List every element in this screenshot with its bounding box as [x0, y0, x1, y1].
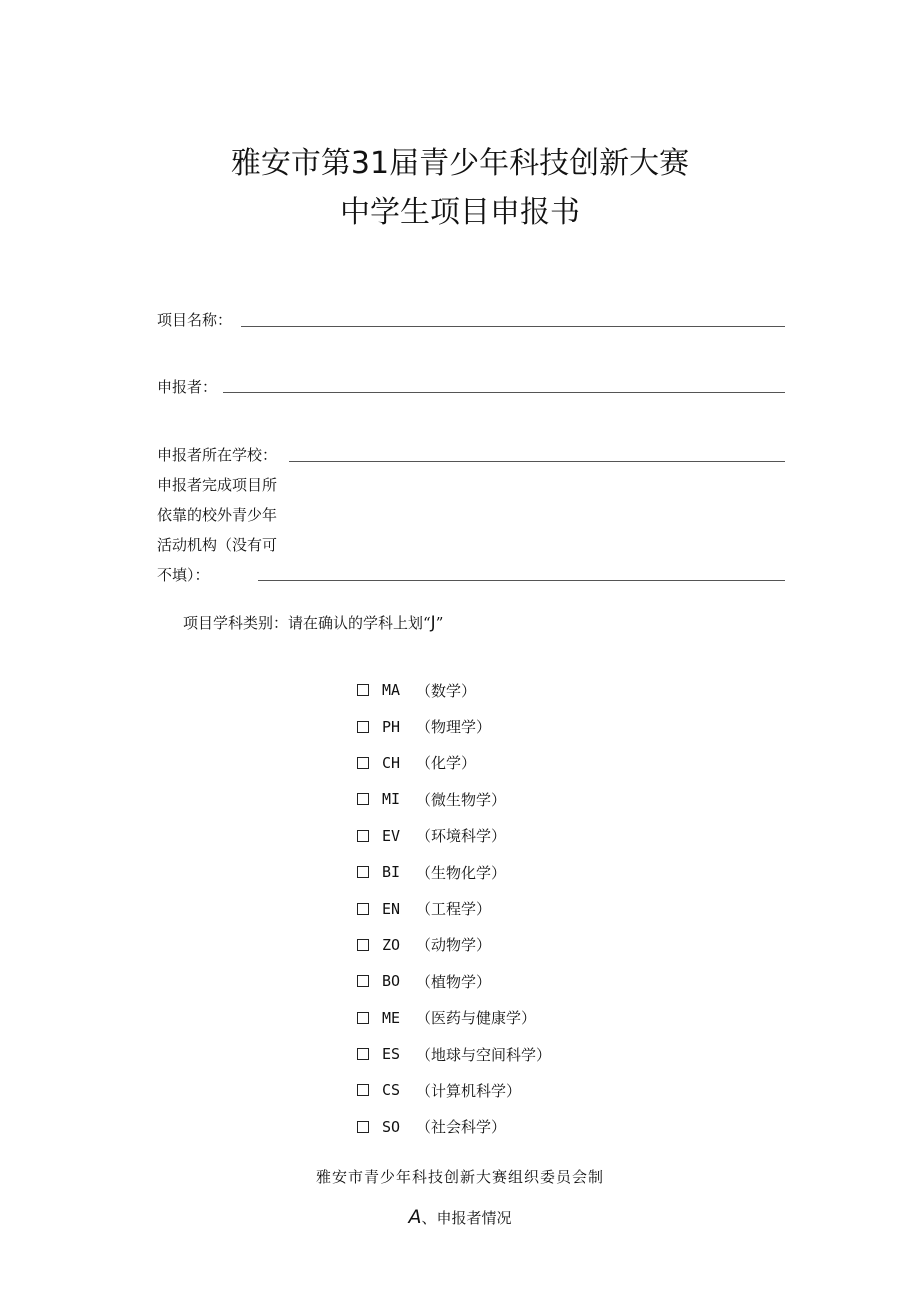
checkbox-icon[interactable]	[357, 903, 369, 915]
institution-line[interactable]	[258, 580, 785, 581]
checkbox-icon[interactable]	[357, 1048, 369, 1060]
discipline-item-so[interactable]	[357, 1109, 551, 1145]
discipline-name: （地球与空间科学）	[416, 1045, 552, 1064]
discipline-list	[357, 672, 551, 1145]
discipline-item-ph[interactable]	[357, 708, 551, 744]
discipline-name: （植物学）	[416, 972, 492, 991]
checkbox-icon[interactable]	[357, 757, 369, 769]
discipline-name: （工程学）	[416, 900, 492, 919]
checkbox-icon[interactable]	[357, 793, 369, 805]
discipline-code: MA	[382, 681, 401, 700]
discipline-item-zo[interactable]	[357, 927, 551, 963]
discipline-code: PH	[382, 717, 401, 736]
discipline-heading-text: 项目学科类别：请在确认的学科上划“	[183, 614, 431, 632]
discipline-item-ch[interactable]	[357, 745, 551, 781]
discipline-item-es[interactable]	[357, 1036, 551, 1072]
document-subtitle: 中学生项目申报书	[340, 195, 580, 230]
discipline-item-mi[interactable]	[357, 781, 551, 817]
checkbox-icon[interactable]	[357, 721, 369, 733]
discipline-name: （医药与健康学）	[416, 1009, 537, 1028]
discipline-code: CS	[382, 1081, 401, 1100]
institution-label-line1: 申报者完成项目所	[157, 476, 278, 494]
document-title: 雅安市第31届青少年科技创新大赛	[230, 146, 690, 181]
discipline-code: ZO	[382, 935, 401, 954]
discipline-name: （社会科学）	[416, 1118, 507, 1137]
discipline-name: （数学）	[416, 681, 477, 700]
institution-label-line4: 不填）：	[157, 566, 210, 584]
checkbox-icon[interactable]	[357, 1121, 369, 1133]
discipline-item-cs[interactable]	[357, 1072, 551, 1108]
section-heading	[0, 1206, 920, 1228]
applicant-label: 申报者：	[157, 378, 218, 396]
check-mark-symbol: J	[430, 613, 436, 633]
discipline-name: （化学）	[416, 754, 477, 773]
discipline-code: BO	[382, 972, 401, 991]
discipline-name: （动物学）	[416, 936, 492, 955]
school-line[interactable]	[289, 461, 785, 462]
checkbox-icon[interactable]	[357, 830, 369, 842]
discipline-item-en[interactable]	[357, 890, 551, 926]
discipline-name: （微生物学）	[416, 790, 507, 809]
checkbox-icon[interactable]	[357, 684, 369, 696]
institution-label-line3: 活动机构（没有可	[157, 536, 278, 554]
discipline-item-bi[interactable]	[357, 854, 551, 890]
section-letter: A	[408, 1206, 422, 1228]
discipline-name: （计算机科学）	[416, 1081, 522, 1100]
discipline-heading-close: ”	[435, 614, 444, 632]
checkbox-icon[interactable]	[357, 1012, 369, 1024]
discipline-code: CH	[382, 753, 401, 772]
project-name-line[interactable]	[241, 326, 785, 327]
discipline-name: （生物化学）	[416, 863, 507, 882]
discipline-code: EN	[382, 899, 401, 918]
discipline-item-ev[interactable]	[357, 818, 551, 854]
discipline-item-bo[interactable]	[357, 963, 551, 999]
discipline-name: （物理学）	[416, 718, 492, 737]
project-name-label: 项目名称：	[157, 311, 233, 329]
discipline-code: MI	[382, 790, 401, 809]
discipline-code: ME	[382, 1008, 401, 1027]
checkbox-icon[interactable]	[357, 939, 369, 951]
discipline-code: SO	[382, 1117, 401, 1136]
checkbox-icon[interactable]	[357, 975, 369, 987]
section-title: 、申报者情况	[421, 1209, 512, 1227]
discipline-heading	[183, 612, 443, 633]
checkbox-icon[interactable]	[357, 866, 369, 878]
applicant-line[interactable]	[223, 392, 785, 393]
discipline-code: ES	[382, 1045, 401, 1064]
discipline-name: （环境科学）	[416, 827, 507, 846]
discipline-item-me[interactable]	[357, 1000, 551, 1036]
checkbox-icon[interactable]	[357, 1084, 369, 1096]
institution-label-line2: 依靠的校外青少年	[157, 506, 278, 524]
discipline-code: BI	[382, 863, 401, 882]
discipline-item-ma[interactable]	[357, 672, 551, 708]
school-label: 申报者所在学校：	[157, 446, 278, 464]
organizer-credit: 雅安市青少年科技创新大赛组织委员会制	[315, 1168, 604, 1186]
discipline-code: EV	[382, 826, 401, 845]
